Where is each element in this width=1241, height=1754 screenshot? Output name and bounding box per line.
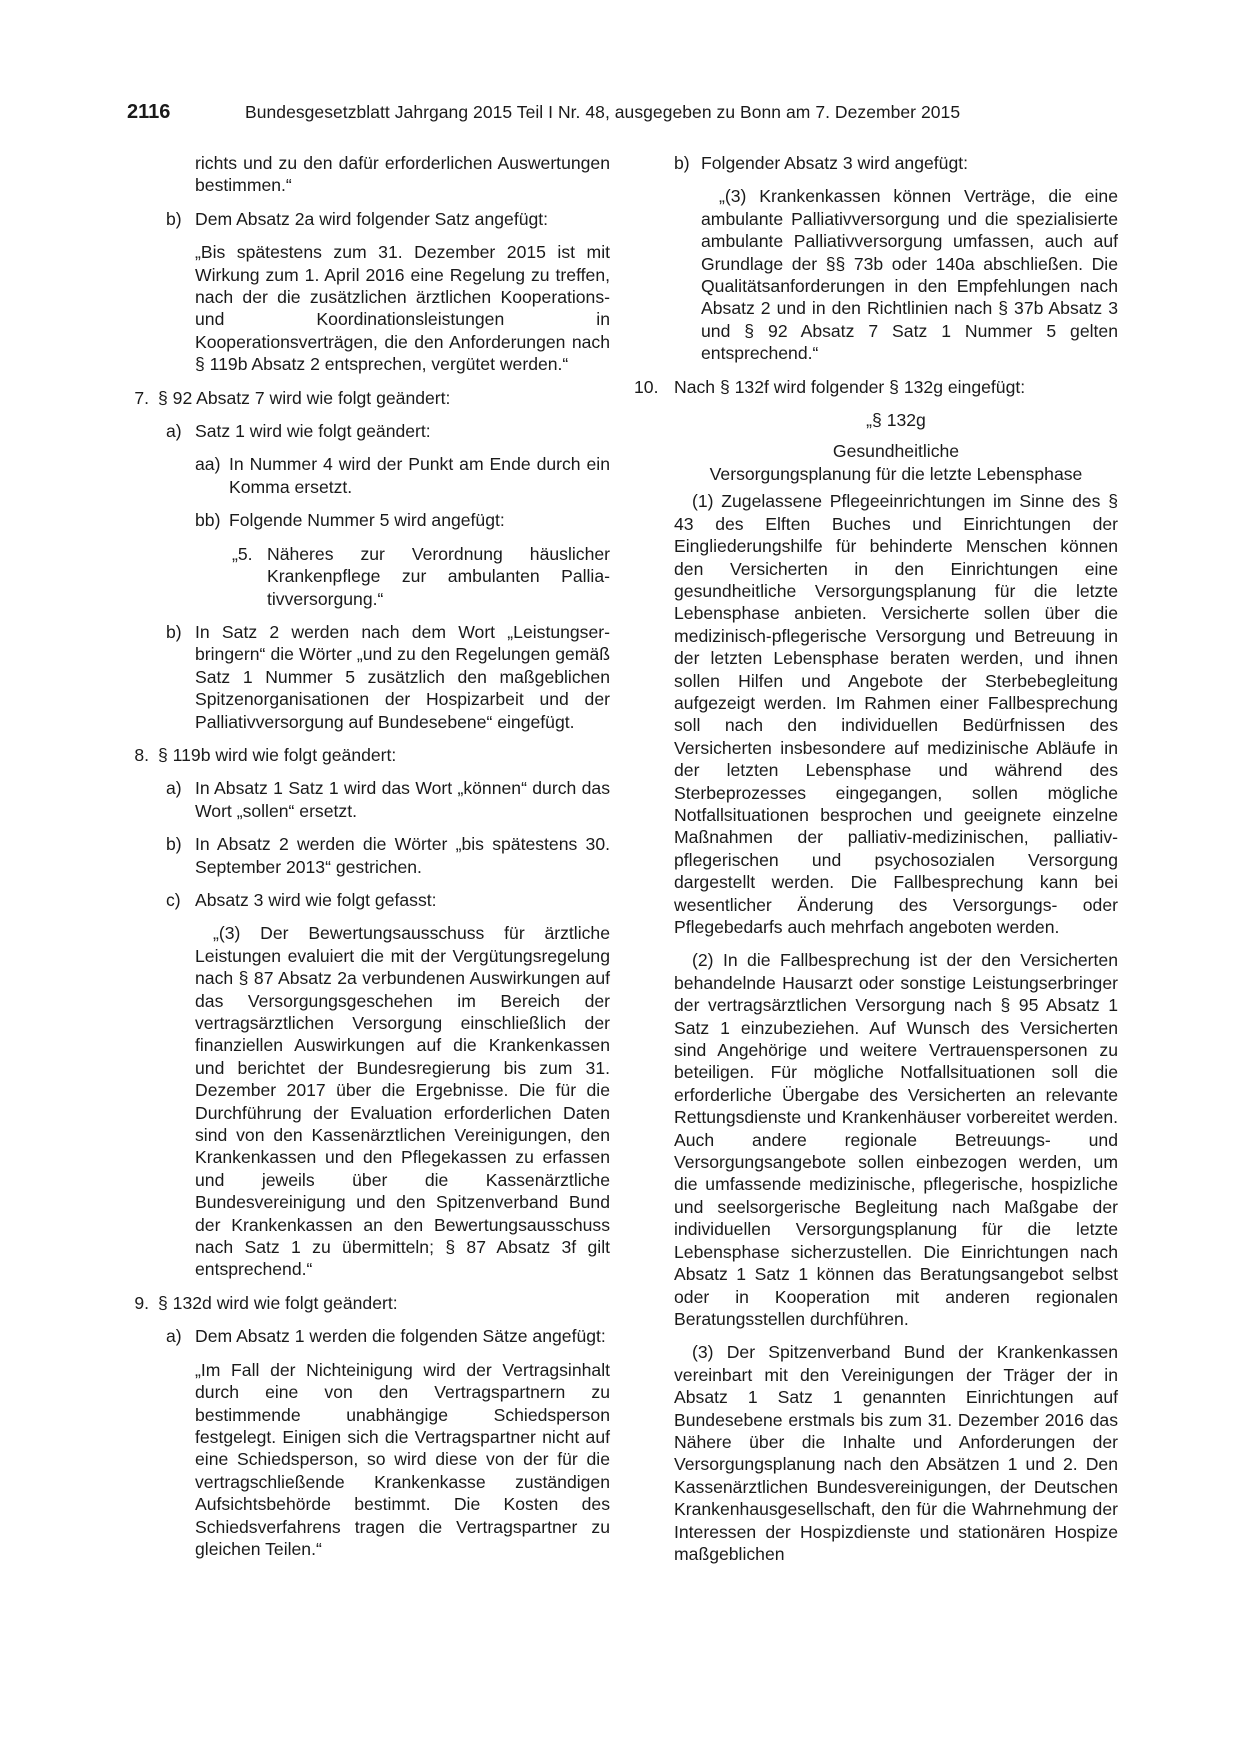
item-text: Absatz 3 wird wie folgt gefasst: [195, 889, 437, 910]
item-marker: b) [166, 834, 182, 855]
new-section [674, 409, 1118, 1565]
list-item-9b [674, 152, 1118, 174]
item-marker: 9. [134, 1292, 149, 1313]
item-text: In Absatz 1 Satz 1 wird das Wort „können“ durch das Wort „sollen“ ersetzt. [195, 778, 610, 821]
list-item-10 [634, 376, 1118, 398]
item-text: Dem Absatz 1 werden die folgenden Sätze angefügt: [195, 1326, 606, 1347]
list-item-8b [166, 833, 610, 878]
list-item-7a [166, 420, 610, 442]
item-marker: bb) [195, 510, 221, 531]
item-text: Nach § 132f wird folgender § 132g eingefügt: [674, 376, 1026, 397]
item-text: Folgende Nummer 5 wird angefügt: [229, 510, 505, 531]
item-marker: a) [166, 421, 182, 442]
list-item-7 [122, 387, 610, 409]
item-marker: „5. [232, 543, 253, 564]
section-heading: „§ 132g [866, 410, 926, 431]
continuation-text: richts und zu den dafür erforderlichen Auswertungen bestimmen.“ [195, 153, 610, 196]
list-item-8 [122, 744, 610, 766]
left-column [134, 152, 610, 1571]
item-marker: 10. [634, 376, 659, 397]
paragraph-2: (2) In die Fallbesprechung ist der den Versicherten behandelnde Hausarzt oder sonstige Leistungserbringer der vertragsärztlichen Versorgung nach § 95 Absatz 1 Satz 1 einzubeziehen. Auf Wunsch des Versicherten sind Angehörige und weitere Vertrauenspersonen zu beteiligen. Für mögliche Notfallsituationen soll die erforderliche Übergabe des Versicherten an relevante Rettungsdienste und Krankenhäuser vorbereitet werden. Auch andere regionale Betreuungs- und Versorgungsangebote sollen einbezogen werden, um die umfassende medizinische, pflegerische, hospizliche und seelsorgerische Begleitung nach Maßgabe der individuellen Versorgungsplanung für die letzte Lebensphase sicherzustellen. Die Einrichtungen nach Absatz 1 Satz 1 können das Beratungsangebot selbst oder in Kooperation mit anderen regionalen Beratungsstellen durchführen. [674, 950, 1118, 1329]
item-text: Näheres zur Verordnung häuslicher Krankenpflege zur ambulanten Palliativversorgung.“ [267, 543, 610, 609]
quote-9a: „Im Fall der Nichteinigung wird der Vertragsinhalt durch eine von den Vertragspartnern zu bestimmende unabhängige Schiedsperson festgelegt. Einigen sich die Vertragspartner nicht auf eine Schiedsperson, so wird diese von der für die vertragschließende Krankenkasse zuständigen Aufsichtsbehörde bestimmt. Die Kosten des Schiedsverfahrens tragen die Vertragspartner zu gleichen Teilen.“ [195, 1359, 610, 1559]
page-number: 2116 [127, 101, 171, 123]
list-item-6b [166, 208, 610, 230]
item-marker: b) [166, 621, 182, 642]
list-item-7a-aa [195, 453, 610, 498]
section-title-line2: Versorgungsplanung für die letzte Lebensphase [709, 463, 1083, 484]
list-item-9a [166, 1325, 610, 1347]
item-marker: a) [166, 1326, 182, 1347]
quote-9b: „(3) Krankenkassen können Verträge, die eine ambulante Palliativversorgung und die spezialisierte ambulante Palliativversorgung umfassen, auch auf Grundlage der §§ 73b oder 140a abschließen. Die Qualitätsanforderungen in den Empfehlungen nach Absatz 2 und in den Richtlinien nach § 37b Absatz 3 und § 92 Absatz 7 Satz 1 Nummer 5 gelten entsprechend.“ [701, 186, 1118, 364]
item-text: Satz 1 wird wie folgt geändert: [195, 421, 431, 442]
list-item-8a [166, 777, 610, 822]
item-marker: b) [674, 153, 690, 173]
item-text: Folgender Absatz 3 wird angefügt: [701, 153, 969, 173]
quote-8c: „(3) Der Bewertungsausschuss für ärztliche Leistungen evaluiert die mit der Vergütungsregelung nach § 87 Absatz 2a verbundenen Auswirkungen auf das Versorgungsgeschehen im Bereich der vertragsärztlichen Versorgung einschließlich der finanziellen Auswirkungen auf die Krankenkassen und berichtet der Bundesregierung bis zum 31. Dezember 2017 über die Ergebnisse. Die für die Durchführung der Evaluation erforderlichen Daten sind von den Kassenärztlichen Vereinigungen, den Krankenkassen und den Pflegekassen zu erfassen und jeweils über die Kassenärztliche Bundesvereinigung und den Spitzenverband Bund der Krankenkassen an den Bewertungsausschuss nach Satz 1 zu übermitteln; § 87 Absatz 3f gilt entsprechend.“ [195, 923, 610, 1280]
gazette-line: Bundesgesetzblatt Jahrgang 2015 Teil I Nr. 48, ausgegeben zu Bonn am 7. Dezember 2015 [245, 102, 961, 122]
item-marker: 8. [134, 744, 149, 765]
paragraph-1: (1) Zugelassene Pflegeeinrichtungen im Sinne des § 43 des Elften Buches und Einrichtungen der Eingliederungshilfe für behinderte Menschen können den Versicherten in den Einrichtungen eine gesundheitliche Versorgungsplanung für die letzte Lebensphase anbieten. Versicherte sollen über die medizinisch-pflegerische Versorgung und Betreuung in der letzten Lebensphase beraten werden, und ihnen sollen Hilfen und Angebote der Sterbebegleitung aufgezeigt werden. Im Rahmen einer Fallbesprechung soll nach den individuellen Bedürfnissen des Versicherten insbesondere auf medizinische Abläufe in der letzten Lebensphase und während des Sterbeprozesses eingegangen, sollen mögliche Notfallsituationen besprochen und geeignete einzelne Maßnahmen der palliativ-medizinischen, palliativ-pflegerischen und psychosozialen Versorgung dargestellt werden. Die Fallbesprechung kann bei wesentlicher Änderung des Versorgungs- oder Pflegebedarfs auch mehrfach angeboten werden. [674, 491, 1118, 937]
item-text: Dem Absatz 2a wird folgender Satz angefügt: [195, 208, 549, 229]
item-text: § 92 Absatz 7 wird wie folgt geändert: [158, 387, 451, 408]
right-column [634, 152, 1118, 1576]
list-item-7a-bb [195, 509, 610, 531]
item-marker: 7. [134, 387, 149, 408]
item-marker: b) [166, 208, 182, 229]
item-text: § 132d wird wie folgt geändert: [158, 1292, 398, 1313]
paragraph-3: (3) Der Spitzenverband Bund der Krankenkassen vereinbart mit den Vereinigungen der Träger der in Absatz 1 Satz 1 genannten Einrichtungen auf Bundesebene erstmals bis zum 31. Dezember 2016 das Nähere über die Inhalte und Anforderungen der Versorgungsplanung nach den Absätzen 1 und 2. Den Kassenärztlichen Bundesvereinigungen, der Deutschen Krankenhausgesellschaft, den für die Wahrnehmung der Interessen der Hospizdienste und stationären Hospize maßgeblichen [674, 1342, 1118, 1564]
item-marker: aa) [195, 454, 221, 475]
quote-6b: „Bis spätestens zum 31. Dezember 2015 ist mit Wirkung zum 1. April 2016 eine Regelung zu treffen, nach der die zusätzlichen ärztlichen Kooperations- und Koordinationsleistungen in Kooperationsverträgen, die den Anforderungen nach § 119b Absatz 2 entsprechen, vergütet werden.“ [195, 242, 610, 375]
item-text: In Nummer 4 wird der Punkt am Ende durch ein Komma ersetzt. [229, 454, 610, 497]
list-item-9 [122, 1292, 610, 1314]
item-text: In Satz 2 werden nach dem Wort „Leistungserbringern“ die Wörter „und zu den Regelungen gemäß Satz 1 Nummer 5 zusätzlich den maßgeblichen Spitzenorganisationen der Hospizarbeit und der Palliativversorgung auf Bundesebene“ eingefügt. [195, 621, 610, 732]
item-marker: a) [166, 778, 182, 799]
section-title-line1: Gesundheitliche [832, 441, 960, 462]
item-text: § 119b wird wie folgt geändert: [158, 744, 397, 765]
item-marker: c) [166, 889, 181, 910]
page-header [127, 101, 1127, 127]
list-item-8c [166, 889, 610, 911]
quote-7a-bb [232, 543, 610, 610]
item-text: In Absatz 2 werden die Wörter „bis spätestens 30. September 2013“ gestrichen. [195, 834, 610, 877]
list-item-7b [166, 621, 610, 733]
